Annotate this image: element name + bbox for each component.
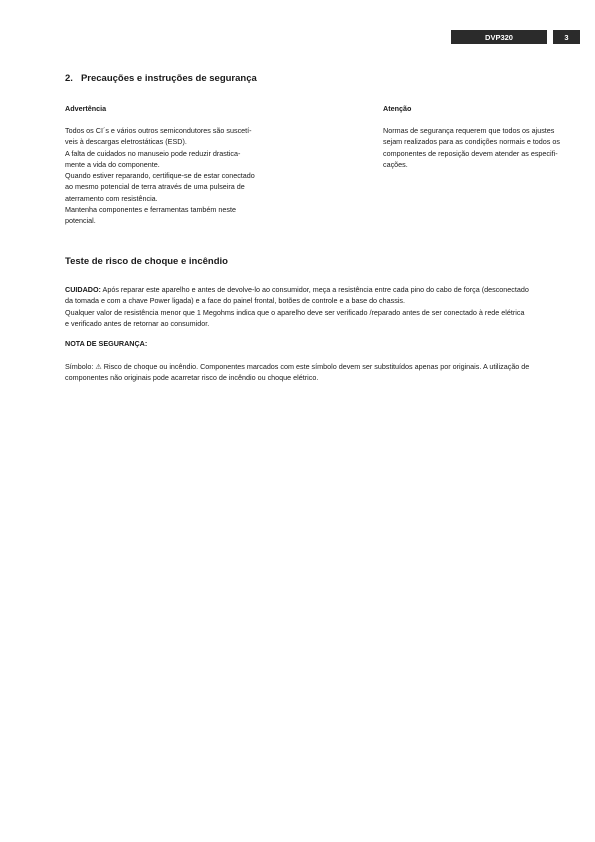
safety-note-heading: NOTA DE SEGURANÇA: bbox=[65, 339, 148, 348]
attention-line: Normas de segurança requerem que todos os ajustes bbox=[383, 126, 555, 135]
warning-line: Quando estiver reparando, certifique-se de estar conectado bbox=[65, 171, 255, 181]
warning-line: A falta de cuidados no manuseio pode reduzir drastica- bbox=[65, 148, 241, 158]
attention-line: sejam realizados para as condições normais e todos os bbox=[383, 137, 560, 147]
symbol-line: componentes não originais pode acarretar risco de incêndio ou choque elétrico. bbox=[65, 373, 319, 383]
warning-line: potencial. bbox=[65, 216, 96, 226]
warning-line: Mantenha componentes e ferramentas também neste bbox=[65, 205, 236, 215]
attention-heading: Atenção bbox=[383, 104, 412, 113]
warning-line: aterramento com resistência. bbox=[65, 193, 158, 203]
warning-line: mente a vida do componente. bbox=[65, 159, 160, 169]
warning-line: Todos os CI´s e vários outros semicondutores são suscetí- bbox=[65, 126, 252, 135]
caution-label: CUIDADO: bbox=[65, 285, 101, 294]
attention-line: componentes de reposição devem atender as especifi- bbox=[383, 148, 558, 158]
caution-paragraph bbox=[65, 284, 529, 329]
caution-line: e verificado antes de retornar ao consumidor. bbox=[65, 318, 210, 328]
caution-line: da tomada e com a chave Power ligada) e a face do painel frontal, botões de controle e a base do chassis. bbox=[65, 296, 406, 306]
section-title-text: Precauções e instruções de segurança bbox=[80, 73, 257, 84]
section-title bbox=[65, 73, 257, 84]
attention-text bbox=[383, 125, 560, 170]
caution-line bbox=[65, 284, 529, 295]
page-number-badge: 3 bbox=[553, 30, 580, 44]
warning-line: veis à descargas eletrostáticas (ESD). bbox=[65, 137, 187, 147]
caution-line: Qualquer valor de resistência menor que 1 Megohms indica que o aparelho deve ser verificado /reparado antes de ser conectado à rede elétrica bbox=[65, 307, 525, 317]
warning-heading: Advertência bbox=[65, 104, 107, 113]
symbol-paragraph bbox=[65, 361, 529, 384]
section-number: 2. bbox=[65, 73, 73, 84]
symbol-line: Símbolo: ⚠ Risco de choque ou incêndio. Componentes marcados com este símbolo devem ser substituídos apenas por originais. A utilização de bbox=[65, 362, 530, 371]
warning-line: ao mesmo potencial de terra através de uma pulseira de bbox=[65, 182, 245, 192]
model-badge: DVP320 bbox=[451, 30, 547, 44]
warning-text bbox=[65, 125, 255, 227]
attention-line: cações. bbox=[383, 159, 408, 169]
shock-test-title: Teste de risco de choque e incêndio bbox=[65, 256, 228, 267]
caution-text: Após reparar este aparelho e antes de devolve-lo ao consumidor, meça a resistência entre cada pino do cabo de força (desconectado bbox=[100, 285, 529, 294]
